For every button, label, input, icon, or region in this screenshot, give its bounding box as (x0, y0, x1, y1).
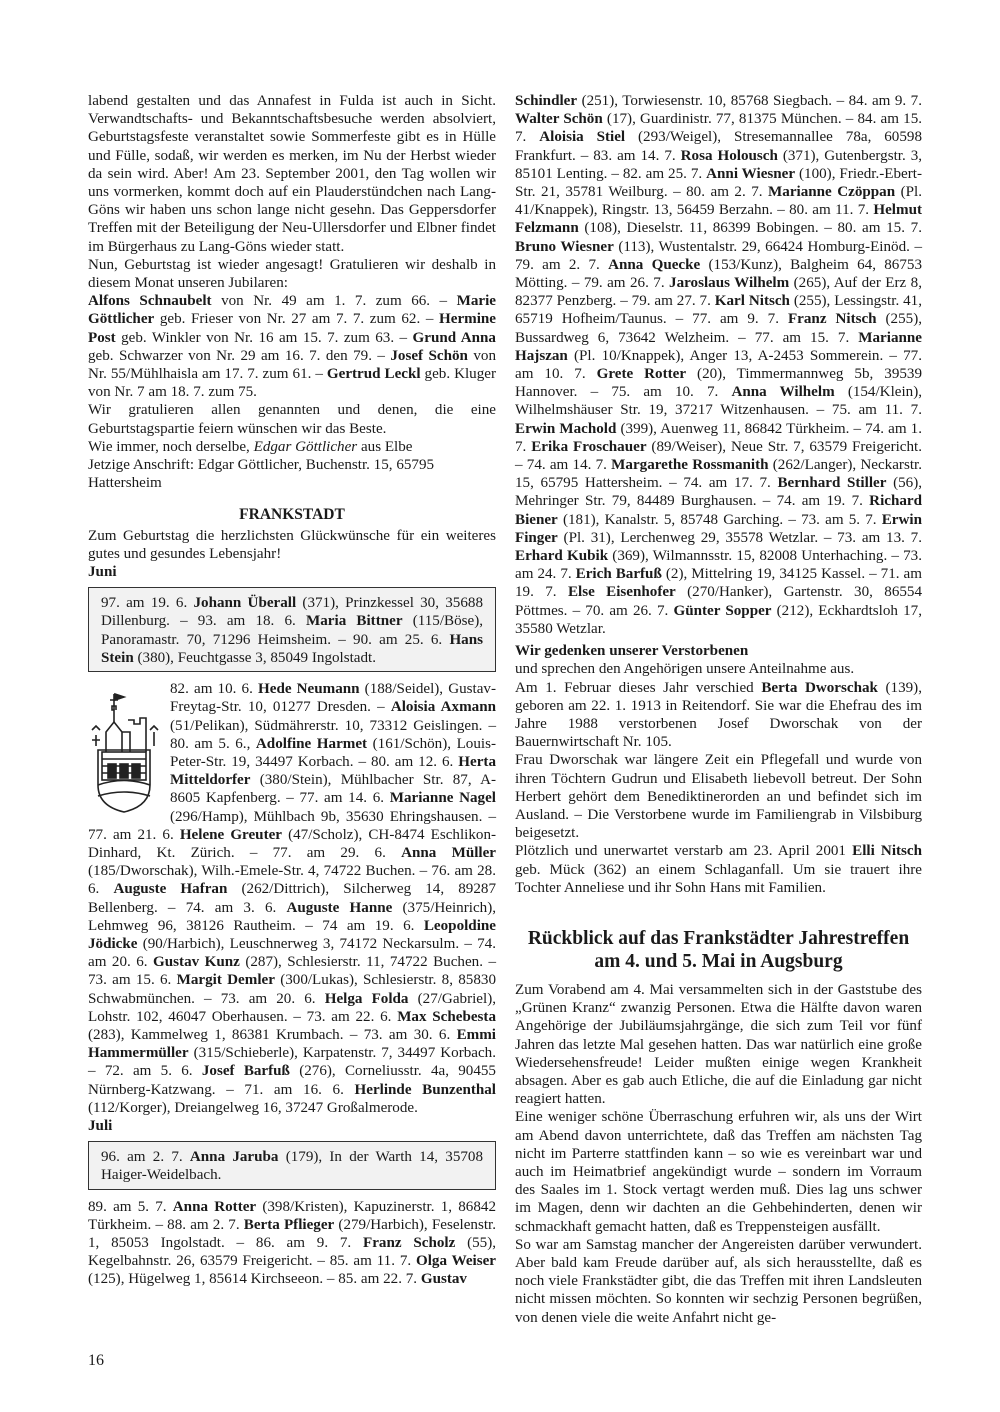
review-paragraph-3: So war am Samstag mancher der Angereisten darüber verwundert. Aber bald kam Freude darüber auf, als sich herausstellte, daß es noch viele Frankstädter gibt, die das Treffen mit ihren Landsleuten nicht missen möchten. So konnten wir sechzig Personen begrüßen, von denen viele die weite Anfahrt nicht ge- (515, 1236, 922, 1326)
memorial-paragraph-2: Frau Dworschak war längere Zeit ein Pflegefall und wurde von ihren Töchtern Gudrun und Elisabeth liebevoll betreut. Der Sohn Herbert gehört dem Benediktinerorden an und befindet sich im Ausland. – Die Verstorbene wurde im Familiengrab in Vilsbiburg beigesetzt. (515, 752, 922, 842)
highlight-box-july: 96. am 2. 7. Anna Jaruba (179), In der Warth 14, 35708 Haiger-Weidelbach. (88, 1141, 496, 1189)
review-paragraph-1: Zum Vorabend am 4. Mai versammelten sich in der Gaststube des „Grünen Kranz“ zwanzig Personen. Etwa die Hälfte davon waren Angehörige der Jubiläumsjahrgänge, die sich zum Teil vor fünf Jahren das letzte Mal gesehen hatten. Das war natürlich eine große Wiedersehensfreude! Leider mußten einige wegen Krankheit absagen. Aber es gab auch Etliche, die auf die Einladung gar nicht reagiert hatten. (515, 981, 922, 1108)
signature-line: Wie immer, noch derselbe, Edgar Göttlicher aus Elbe (88, 438, 413, 455)
july-birthday-list-continued: Schindler (251), Torwiesenstr. 10, 85768 Siegbach. – 84. am 9. 7. Walter Schön (17), Guardinistr. 77, 81375 München. – 84. am 15. 7. Aloisia Stiel (293/Weigel), Stresemannallee 78a, 60598 Frankfurt. – 83. am 14. 7. Rosa Holousch (371), Gutenbergstr. 3, 85101 Lenting. – 82. am 25. 7. Anni Wiesner (100), Friedr.-Ebert-Str. 21, 35781 Weilburg. – 80. am 2. 7. Marianne Czöppan (Pl. 41/Knappek), Ringstr. 13, 56459 Berzahn. – 80. am 11. 7. Helmut Felzmann (108), Dieselstr. 11, 86399 Bobingen. – 80. am 15. 7. Bruno Wiesner (113), Wustentalstr. 29, 66424 Homburg-Einöd. – 79. am 2. 7. Anna Quecke (153/Kunz), Balgheim 64, 86753 Mötting. – 79. am 26. 7. Jaroslaus Wilhelm (265), Auf der Erz 8, 82377 Penzberg. – 79. am 27. 7. Karl Nitsch (255), Lessingstr. 41, 65719 Hofheim/Taunus. – 77. am 9. 7. Franz Nitsch (255), Bussardweg 6, 73642 Welzheim. – 77. am 15. 7. Marianne Hajszan (Pl. 10/Knappek), Anger 13, A-2453 Sommerein. – 77. am 10. 7. Grete Rotter (20), Timmermannweg 5b, 39539 Hannover. – 75. am 10. 7. Anna Wilhelm (154/Klein), Wilhelmshäuser Str. 19, 37217 Witzenhausen. – 75. am 11. 7. Erwin Machold (399), Auenweg 11, 86842 Türkheim. – 74. am 1. 7. Erika Froschauer (89/Weiser), Neue Str. 7, 63579 Freigericht. – 74. am 14. 7. Margarethe Rossmanith (262/Langer), Neckarstr. 15, 65795 Hattersheim. – 74. am 17. 7. Bernhard Stiller (56), Mehringer Str. 79, 84489 Burghausen. – 74. am 19. 7. Richard Biener (181), Kanalstr. 5, 85748 Garching. – 73. am 5. 7. Erwin Finger (Pl. 31), Lerchenweg 29, 35578 Wetzlar. – 73. am 13. 7. Erhard Kubik (369), Wilmannsstr. 15, 82008 Unterhaching. – 73. am 24. 7. Erich Barfuß (2), Mittelring 19, 34125 Kassel. – 71. am 19. 7. Else Eisenhofer (270/Hanker), Gartenstr. 30, 86554 Pöttmes. – 70. am 26. 7. Günter Sopper (212), Eckhardtsloh 17, 35580 Wetzlar. (515, 93, 923, 637)
birthday-list: Alfons Schnaubelt von Nr. 49 am 1. 7. zum 66. – Marie Göttlicher geb. Frieser von Nr. 27 am 7. 7. zum 62. – Hermine Post geb. Winkler von Nr. 16 am 15. 7. zum 63. – Grund Anna geb. Schwarzer von Nr. 29 am 16. 7. den 79. – Josef Schön von Nr. 55/Mühlhaisla am 17. 7. zum 61. – Gertrud Leckl geb. Kluger von Nr. 7 am 18. 7. zum 75. (88, 293, 497, 401)
frankstadt-intro: Zum Geburtstag die herzlichsten Glückwünsche für ein weiteres gutes und gesundes Lebensjahr! (88, 527, 496, 562)
memorial-paragraph-1: Am 1. Februar dieses Jahr verschied Berta Dworschak (139), geboren am 22. 1. 1913 in Reitendorf. Sie war die Ehefrau des im Jahre 1988 verstorbenen Josef Dworschak von der Bauernwirtschaft Nr. 105. (515, 679, 922, 751)
article-title: Rückblick auf das Frankstädter Jahrestreffen am 4. und 5. Mai in Augsburg (527, 927, 910, 972)
memorial-paragraph-3: Plötzlich und unerwartet verstarb am 23. April 2001 Elli Nitsch geb. Mück (362) an einem Schlaganfall. Um sie trauert ihre Tochter Anneliese und ihr Sohn Hans mit Familien. (515, 843, 923, 896)
signature-name: Edgar Göttlicher (253, 438, 358, 455)
left-column (88, 92, 496, 1289)
june-birthday-list: 82. am 10. 6. Hede Neumann (188/Seidel), Gustav-Freytag-Str. 10, 01277 Dresden. – Aloisia Axmann (51/Pelikan), Südmährerstr. 10, 73312 Geislingen. – 80. am 5. 6., Adolfine Harmet (161/Schön), Louis-Peter-Str. 19, 34497 Korbach. – 80. am 12. 6. Herta Mitteldorfer (380/Stein), Mühlbacher Str. 87, A-8605 Kapfenberg. – 77. am 14. 6. Marianne Nagel (296/Hamp), Mühlbach 9b, 35630 Ehringshausen. – 77. am 21. 6. Helene Greuter (47/Scholz), CH-8474 Eschlikon-Dinhard, Kt. Zürich. – 77. am 29. 6. Anna Müller (185/Dworschak), Wilh.-Emele-Str. 4, 74722 Buchen. – 76. am 28. 6. Auguste Hafran (262/Dittrich), Silcherweg 14, 89287 Bellenberg. – 74. am 3. 6. Auguste Hanne (375/Heinrich), Lehmweg 96, 38126 Rautheim. – 74 am 19. 6. Leopoldine Jödicke (90/Harbich), Leuschnerweg 3, 74172 Neckarsulm. – 74. am 20. 6. Gustav Kunz (287), Schlesierstr. 11, 74722 Buchen. – 73. am 15. 6. Margit Demler (300/Lukas), Schlesierstr. 8, 85830 Schwabmünchen. – 73. am 20. 6. Helga Folda (27/Gabriel), Lohstr. 102, 46047 Oberhausen. – 73. am 22. 6. Max Schebesta (283), Kammelweg 1, 86381 Krumbach. – 73. am 30. 6. Emmi Hammermüller (315/Schieberle), Karpatenstr. 7, 34497 Korbach. – 72. am 5. 6. Josef Barfuß (276), Corneliusstr. 4a, 90455 Nürnberg-Katzwang. – 71. am 16. 6. Herlinde Bunzenthal (112/Korger), Dreiangelweg 16, 37247 Großalmerode. (88, 681, 497, 1116)
month-label-july: Juli (88, 1117, 113, 1134)
town-coat-of-arms-icon (88, 680, 160, 814)
highlight-box-june: 97. am 19. 6. Johann Überall (371), Prinzkessel 30, 35688 Dillenburg. – 93. am 18. 6. Maria Bittner (115/Böse), Panoramastr. 70, 71296 Heimsheim. – 90. am 25. 6. Hans Stein (380), Feuchtgasse 3, 85049 Ingolstadt. (88, 587, 496, 672)
review-paragraph-2: Eine weniger schöne Überraschung erfuhren wir, als uns der Wirt am Abend davon unterrichtete, daß das Treffen am nächsten Tag nicht im Parterre stattfinden kann – so wie es vereinbart war und auch im Heimatbrief angekündigt wurde – sondern im Vorraum des Saales im 1. Stock vertagt werden muß. Dies lag uns schwer im Magen, denn wir dachten an die Gehbehinderten, denen wir schmackhaft gemacht hatten, daß es Treppensteigen ausfällt. (515, 1109, 922, 1235)
month-label-june: Juni (88, 564, 117, 581)
page-number: 16 (88, 1352, 104, 1369)
section-heading-frankstadt: FRANKSTADT (239, 506, 345, 524)
address-line: Jetzige Anschrift: Edgar Göttlicher, Buchenstr. 15, 65795 Hattersheim (88, 457, 435, 492)
memorial-heading: Wir gedenken unserer Verstorbenen (515, 643, 749, 660)
birthday-intro: Nun, Geburtstag ist wieder angesagt! Gratulieren wir deshalb in diesem Monat unseren Jubilaren: (88, 256, 496, 292)
june-list-block (88, 680, 496, 1117)
memorial-intro: und sprechen den Angehörigen unsere Anteilnahme aus. (515, 661, 855, 678)
congratulations-text: Wir gratulieren allen genannten und denen, die eine Geburtstagspartie feiern wünschen wir das Beste. (88, 402, 496, 437)
july-birthday-list: 89. am 5. 7. Anna Rotter (398/Kristen), Kapuzinerstr. 1, 86842 Türkheim. – 88. am 2. 7. Berta Pflieger (279/Harbich), Feselenstr. 1, 85053 Ingolstadt. – 86. am 9. 7. Franz Scholz (55), Kegelbahnstr. 26, 63579 Freigericht. – 85. am 11. 7. Olga Weiser (125), Hügelweg 1, 85614 Kirchseeon. – 85. am 22. 7. Gustav (88, 1198, 496, 1288)
right-column (515, 92, 922, 1327)
intro-paragraph: labend gestalten und das Annafest in Fulda ist auch in Sicht. Verwandtschafts- und Bekanntschaftsbesuche werden absolviert, Geburtstagsfeste veranstaltet sowie Sommerfeste gibt es in Hülle und Fülle, sodaß, wir werden es merken, im Nu der Herbst wieder da sein wird. Aber! Am 23. September 2001, den Tag wollen wir uns vormerken, kommt doch auf ein Plauderstündchen nach Lang-Göns wir haben uns schon lange nicht gesehn. Das Geppersdorfer Treffen mit der Beteiligung der Neu-Ullersdorfer und Elbner findet im Bürgerhaus zu Lang-Göns wieder statt. (88, 93, 496, 255)
